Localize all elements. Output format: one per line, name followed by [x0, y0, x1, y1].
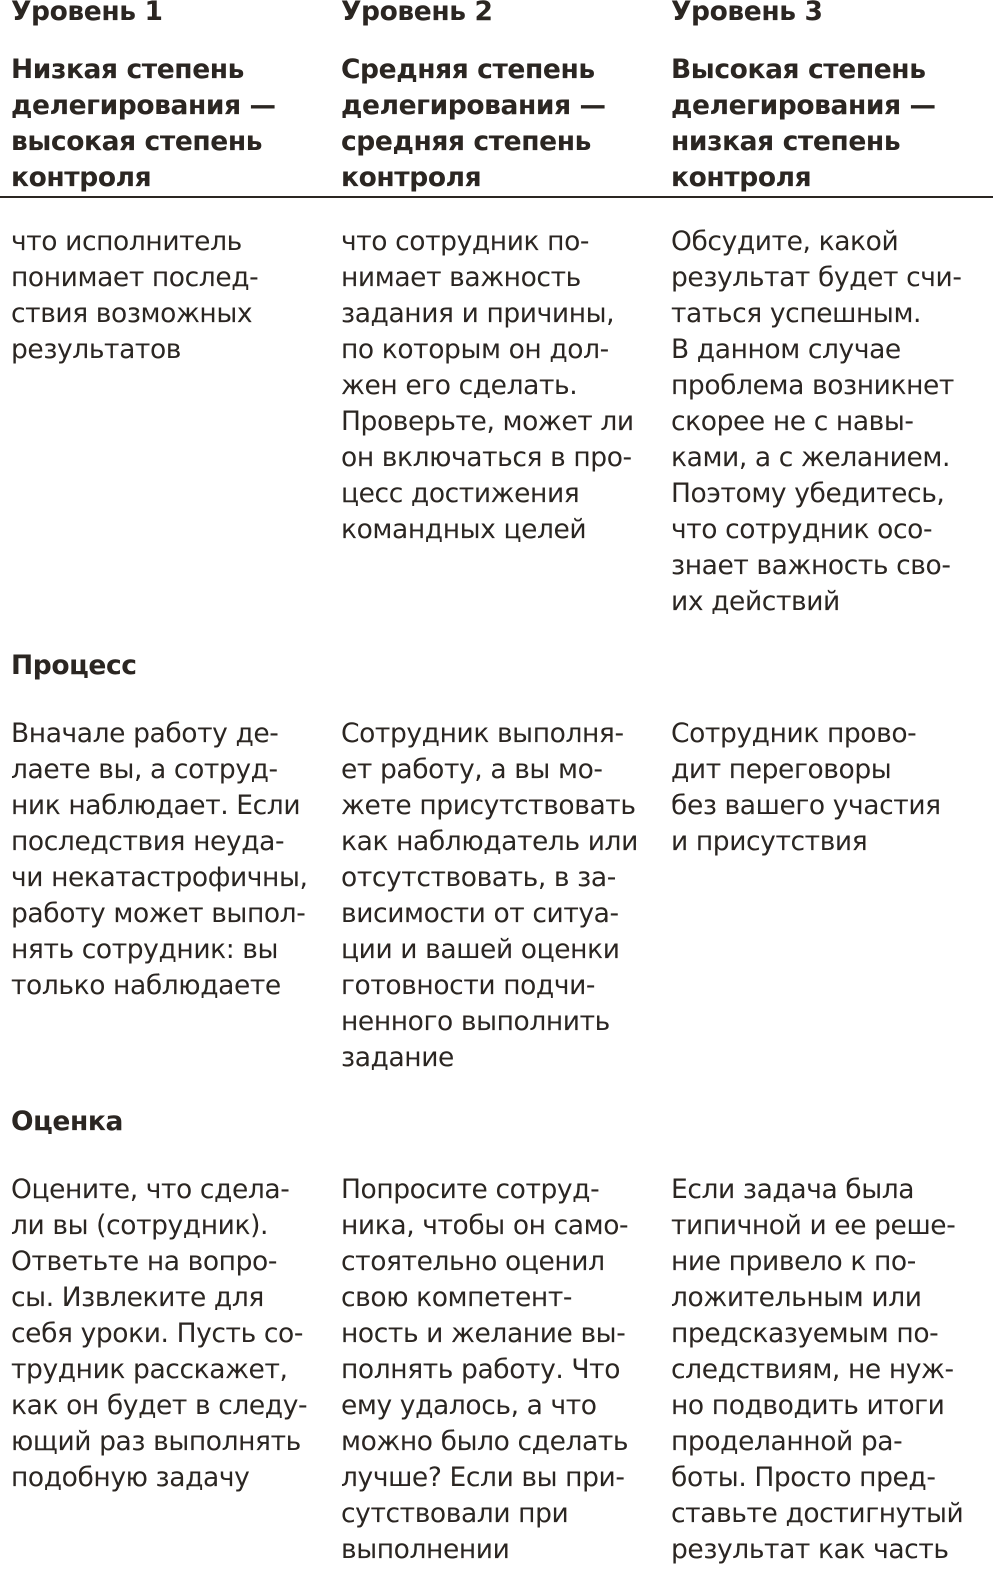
- row-2-cell-3: Сотрудник прово- дит переговоры без вашего участия и присутствия: [671, 718, 941, 857]
- column-subtitle-2: Средняя степень делегирования — средняя степень контроля: [341, 54, 606, 193]
- row-2-cell-1: Вначале работу де- лаете вы, а сотруд- ник наблюдает. Если последствия неуда- чи некатастрофичны, работу может выпол- нять сотрудник: вы только наблюдаете: [11, 718, 308, 1001]
- row-3-cell-2: Попросите сотруд- ника, чтобы он само- стоятельно оценил свою компетент- ность и желание вы- полнять работу. Что ему удалось, а что можно было сделать лучше? Если вы при- сутствовали при выполнении: [341, 1174, 629, 1565]
- row-1-cell-1: что исполнитель понимает послед- ствия возможных результатов: [11, 226, 259, 365]
- row-2-cell-2: Сотрудник выполня- ет работу, а вы мо- жете присутствовать как наблюдатель или отсутствовать, в за- висимости от ситуа- ции и вашей оценки готовности подчи- ненного выполнить задание: [341, 718, 638, 1073]
- row-3-cell-1: Оцените, что сдела- ли вы (сотрудник). Ответьте на вопро- сы. Извлеките для себя уроки. Пусть со- трудник расскажет, как он будет в следу- ющий раз выполнять подобную задачу: [11, 1174, 308, 1493]
- row-1-cell-2: что сотрудник по- нимает важность задания и причины, по которым он дол- жен его сделать. Проверьте, может ли он включаться в про- цесс достижения командных целей: [341, 226, 634, 545]
- column-header-level-3: Уровень 3: [671, 0, 823, 27]
- column-subtitle-3: Высокая степень делегирования — низкая степень контроля: [671, 54, 936, 193]
- section-title-evaluation: Оценка: [11, 1106, 123, 1137]
- section-title-process: Процесс: [11, 650, 137, 681]
- header-divider: [0, 196, 993, 198]
- row-3-cell-3: Если задача была типичной и ее реше- ние привело к по- ложительным или предсказуемым по- следствиям, не нуж- но подводить итоги проделанной ра- боты. Просто пред- ставьте достигнутый результат как часть: [671, 1174, 964, 1565]
- column-header-level-1: Уровень 1: [11, 0, 163, 27]
- column-header-level-2: Уровень 2: [341, 0, 493, 27]
- column-subtitle-1: Низкая степень делегирования — высокая степень контроля: [11, 54, 276, 193]
- row-1-cell-3: Обсудите, какой результат будет счи- таться успешным. В данном случае проблема возникнет скорее не с навы- ками, а с желанием. Поэтому убедитесь, что сотрудник осо- знает важность сво- их действий: [671, 226, 962, 617]
